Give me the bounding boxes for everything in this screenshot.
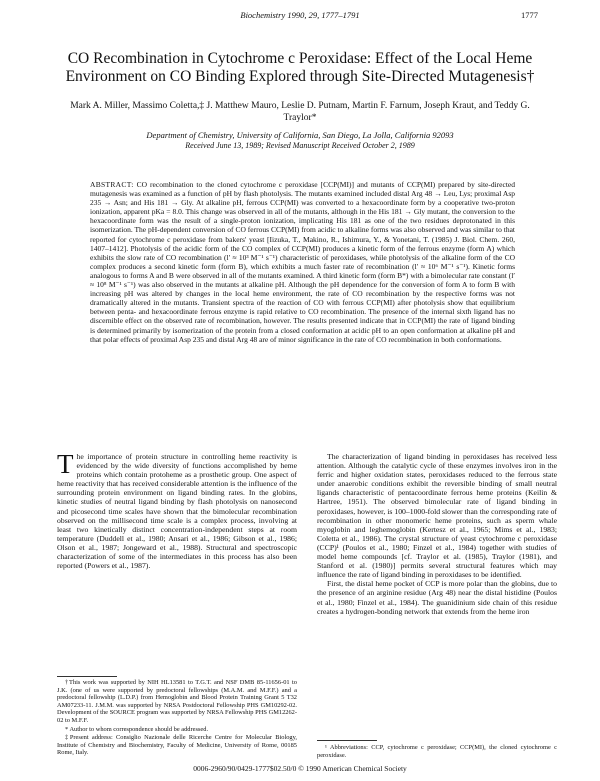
footnotes bbox=[57, 679, 297, 758]
abstract bbox=[90, 180, 515, 344]
affiliation: Department of Chemistry, University of California, San Diego, La Jolla, California 92093 bbox=[146, 130, 454, 140]
running-head bbox=[0, 10, 600, 24]
intro-paragraph bbox=[57, 449, 297, 571]
body-column-right bbox=[317, 452, 557, 616]
body-paragraph: First, the distal heme pocket of CCP is more polar than the globins, due to the presence of an arginine residue (Arg 48) near the distal histidine (Poulos et al., 1980; Finzel et al., 1984). The guanidinium side chain of this residue creates a hydrogen-bonding network that extends from the heme iron bbox=[317, 579, 557, 616]
funding-footnote: †This work was supported by NIH HL13581 to T.G.T. and NSF DMB 85-11656-01 to J.K. (one of us were supported by predoctoral fellowships (M.A.M. and M.F.F.) and a predoctoral fellowship (L.D.P.) from Hemoglobin and Blood Protein Training Grant 5 T32 AM07233-11. J.M.M. was supported by NRSA Postdoctoral Fellowship PHS GM10292-02. Development of the SOURCE program was supported by NRSA Fellowship PHS GM12262-02 to M.F.F. bbox=[57, 679, 297, 724]
present-address-footnote: ‡Present address: Consiglio Nazionale delle Ricerche Centre for Molecular Biology, Institute of Chemistry and Biochemistry, Faculty of Medicine, University of Rome, 00185 Rome, Italy. bbox=[57, 734, 297, 757]
intro-paragraph-text: he importance of protein structure in controlling heme reactivity is evidenced by the wide diversity of functions accomplished by heme proteins which contain protoheme as a prosthetic group. One aspect of heme reactivity that has received considerable attention is the influence of the surrounding protein environment on ligand binding rates. In the globins, kinetic studies of neutral ligand binding by flash photolysis on nanosecond and picosecond time scales have shown that the bimolecular recombination observed on the millisecond time scale is a complex process, involving at least two kinetically distinct concentration-independent steps at room temperature (Duddell et al., 1980; Ansari et al., 1986; Gibson et al., 1986; Olson et al., 1987; Jongeward et al., 1988). Structural and spectroscopic characterization of some of the intermediates in this process has also been reported (Powers et al., 1987). bbox=[57, 452, 297, 571]
article-title: CO Recombination in Cytochrome c Peroxidase: Effect of the Local Heme Environment on CO Binding Explored through Site-Directed Mutagenesis† bbox=[65, 50, 535, 85]
received-dates: Received June 13, 1989; Revised Manuscript Received October 2, 1989 bbox=[185, 141, 415, 150]
page-number: 1777 bbox=[521, 10, 538, 20]
footnote-divider bbox=[317, 740, 377, 741]
journal-citation: Biochemistry 1990, 29, 1777–1791 bbox=[240, 10, 360, 20]
author-list: Mark A. Miller, Massimo Coletta,‡ J. Matthew Mauro, Leslie D. Putnam, Martin F. Farnum, Joseph Kraut, and Teddy G. Traylor* bbox=[70, 101, 530, 123]
copyright-line: 0006-2960/90/0429-1777$02.50/0 © 1990 American Chemical Society bbox=[193, 764, 407, 773]
footnote-divider bbox=[57, 676, 117, 677]
body-column-left bbox=[57, 449, 297, 571]
correspondence-footnote: * Author to whom correspondence should be addressed. bbox=[65, 725, 209, 733]
abstract-text: CO recombination to the cloned cytochrome c peroxidase [CCP(MI)] and mutants of CCP(MI) prepared by site-directed mutagenesis was examined as a function of pH by flash photolysis. The mutants examined included distal Arg 48 → Leu, Lys; proximal Asp 235 → Asn; and His 181 → Gly. At alkaline pH, ferrous CCP(MI) was converted to a hexacoordinate form by a cooperative two-proton ionization, apparent pKa = 8.0. This change was observed in all of the mutants, although in the His 181 → Gly mutant, the conversion to the hexacoordinate form was the result of a single-proton ionization, implicating His 181 as one of the two residues deprotonated in this isomerization. The pH-dependent conversion of CO ferrous CCP(MI) from acidic to alkaline forms was also observed and was similar to that reported for cytochrome c peroxidase from bakers' yeast [Iizuka, T., Makino, R., Ishimura, Y., & Yonetani, T. (1985) J. Biol. Chem. 260, 1407–1412]. Photolysis of the acidic form of the CO complex of CCP(MI) produces a kinetic form of the ferrous enzyme (form A) which exhibits the slow rate of CO recombination (l′ ≈ 10³ M⁻¹ s⁻¹) characteristic of peroxidases, while photolysis of the alkaline form of the CO complex produces a second kinetic form (form B), which exhibits a much faster rate of recombination (l′ ≈ 10⁶ M⁻¹ s⁻¹). Kinetic forms analogous to forms A and B were observed in all of the mutants examined. A third kinetic form (form B*) with a bimolecular rate constant (l′ ≈ 10⁸ M⁻¹ s⁻¹) was also observed in the mutants at alkaline pH. Although the pH dependence for the conversion of form A to form B with increasing pH was altered by changes in the local heme environment, the rate of CO recombination by the respective forms was not dramatically altered in the mutants. Transient spectra of the reaction of CO with ferrous CCP(MI) after photolysis show that equilibrium between penta- and hexacoordinate ferrous enzyme is rapid relative to CO recombination. The presence of the internal sixth ligand has no discernible effect on the observed rate of recombination, however. The results presented indicate that in CCP(MI) the rate of ligand binding is determined primarily by isomerization of the protein from a closed conformation at acidic pH to an open conformation at alkaline pH and that polar effects of proximal Asp 235 and distal Arg 48 are of minor significance in the rate of CO recombination in both conformations. bbox=[90, 180, 516, 344]
drop-cap: T bbox=[57, 449, 74, 479]
body-paragraph: The characterization of ligand binding in peroxidases has received less attention. Although the catalytic cycle of these enzymes involves iron in the ferric and higher oxidation states, peroxidases reduced to the ferrous state under anaerobic conditions exhibit the reversible binding of small neutral ligands characteristic of pentacoordinate ferrous heme proteins (Keilin & Hartree, 1951). The observed bimolecular rate of ligand binding in peroxidases, however, is 100–1000-fold slower than the corresponding rate of recombination in other monomeric heme proteins, such as sperm whale myoglobin and leghemoglobin (Kertesz et al., 1965; Mims et al., 1983; Coletta et al., 1986). The crystal structure of yeast cytochrome c peroxidase (CCP)¹ (Poulos et al., 1980; Finzel et al., 1984) together with studies of model heme compounds [cf. Traylor et al. (1985), Traylor (1981), and Stanford et al. (1980)] permits several structural features which may influence the rate of ligand binding in peroxidases to be identified. bbox=[317, 452, 557, 580]
abbreviations-footnote: ¹ Abbreviations: CCP, cytochrome c peroxidase; CCP(MI), the cloned cytochrome c peroxidase. bbox=[317, 744, 557, 759]
abstract-label: ABSTRACT: bbox=[90, 180, 134, 189]
